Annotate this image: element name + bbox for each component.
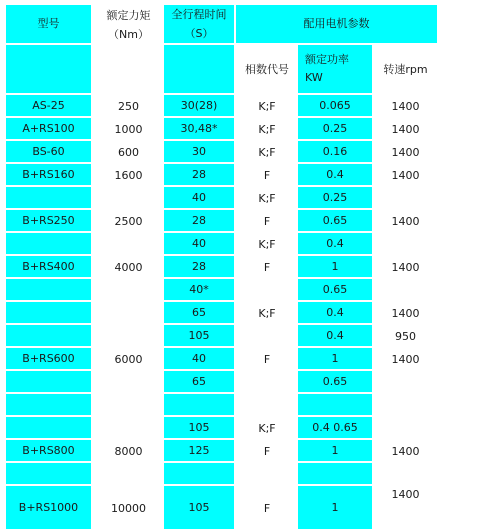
- cell-model: [6, 302, 93, 325]
- cell-time: [164, 463, 236, 486]
- table-row: [6, 348, 437, 371]
- table-row: [6, 302, 437, 325]
- cell-torque: 1000: [114, 122, 143, 136]
- cell-power: [298, 463, 374, 486]
- cell-speed: [374, 371, 437, 394]
- cell-time: 40*: [164, 279, 236, 302]
- cell-time: 65: [164, 302, 236, 325]
- cell-phase: K;F: [258, 237, 276, 251]
- cell-model: [6, 417, 93, 440]
- cell-time: 30: [164, 141, 236, 164]
- table-row: [6, 210, 437, 233]
- cell-time: [164, 394, 236, 417]
- cell-phase: F: [263, 168, 271, 182]
- cell-torque: [93, 279, 164, 302]
- cell-torque: [93, 233, 164, 256]
- cell-time: 28: [164, 256, 236, 279]
- cell-phase: [236, 394, 298, 417]
- spec-table: [6, 5, 437, 531]
- cell-model: [6, 233, 93, 256]
- cell-phase: K;F: [258, 122, 276, 136]
- table-row: [6, 141, 437, 164]
- header-row-1: [6, 5, 437, 45]
- cell-torque: 1600: [114, 168, 143, 182]
- cell-power: 0.65: [298, 371, 374, 394]
- cell-speed: 1400: [391, 99, 420, 113]
- cell-phase: K;F: [258, 145, 276, 159]
- cell-phase: [236, 463, 298, 486]
- table-row: [6, 463, 437, 486]
- cell-phase: [236, 325, 298, 348]
- cell-phase: [236, 279, 298, 302]
- cell-torque: 600: [118, 145, 139, 159]
- cell-speed: 1400: [391, 352, 420, 366]
- cell-model: [6, 371, 93, 394]
- cell-torque: [93, 463, 164, 486]
- cell-power: 0.65: [298, 210, 374, 233]
- cell-time: 105: [164, 325, 236, 348]
- cell-time: 28: [164, 164, 236, 187]
- table-row: [6, 486, 437, 531]
- cell-time: 40: [164, 348, 236, 371]
- cell-phase: F: [263, 260, 271, 274]
- cell-torque: 10000: [111, 501, 146, 515]
- header-model-empty: [6, 45, 93, 95]
- cell-power: 1: [298, 486, 374, 531]
- cell-model: [6, 325, 93, 348]
- cell-model: [6, 394, 93, 417]
- cell-speed: [374, 463, 437, 486]
- header-phase: 相数代号: [245, 63, 289, 76]
- cell-speed: [374, 417, 437, 440]
- cell-time: 40: [164, 187, 236, 210]
- cell-phase: K;F: [258, 99, 276, 113]
- cell-speed: [374, 394, 437, 417]
- cell-speed: 950: [395, 329, 416, 343]
- table-row: [6, 187, 437, 210]
- table-row: [6, 233, 437, 256]
- cell-power: [298, 394, 374, 417]
- table-row: [6, 394, 437, 417]
- header-motor: 配用电机参数: [236, 5, 437, 45]
- cell-speed: [374, 187, 437, 210]
- cell-power: 0.4: [298, 302, 374, 325]
- cell-power: 0.4: [298, 233, 374, 256]
- cell-model: BS-60: [6, 141, 93, 164]
- table-row: [6, 256, 437, 279]
- table-row: [6, 279, 437, 302]
- cell-torque: [93, 302, 164, 325]
- table-row: [6, 440, 437, 463]
- table-row: [6, 371, 437, 394]
- cell-time: 30,48*: [164, 118, 236, 141]
- cell-torque: [93, 394, 164, 417]
- cell-speed: 1400: [391, 488, 420, 501]
- cell-power: 1: [298, 348, 374, 371]
- cell-phase: F: [263, 444, 271, 458]
- header-power: 额定功率KW: [298, 45, 374, 95]
- cell-time: 65: [164, 371, 236, 394]
- cell-phase: [236, 371, 298, 394]
- cell-model: AS-25: [6, 95, 93, 118]
- cell-phase: K;F: [258, 191, 276, 205]
- cell-torque: 250: [118, 99, 139, 113]
- header-row-2: [6, 45, 437, 95]
- cell-model: A+RS100: [6, 118, 93, 141]
- cell-phase: K;F: [258, 306, 276, 320]
- cell-speed: 1400: [391, 306, 420, 320]
- cell-torque: [93, 371, 164, 394]
- cell-torque: 2500: [114, 214, 143, 228]
- cell-speed: 1400: [391, 122, 420, 136]
- cell-model: [6, 279, 93, 302]
- header-model: 型号: [6, 5, 93, 45]
- header-stroke-time: 全行程时间（S）: [164, 5, 236, 45]
- cell-model: B+RS400: [6, 256, 93, 279]
- cell-power: 0.4: [298, 325, 374, 348]
- cell-power: 0.4 0.65: [298, 417, 374, 440]
- cell-torque: [93, 417, 164, 440]
- cell-speed: 1400: [391, 444, 420, 458]
- cell-model: B+RS1000: [6, 486, 93, 531]
- cell-model: [6, 463, 93, 486]
- cell-power: 1: [298, 440, 374, 463]
- cell-power: 0.65: [298, 279, 374, 302]
- cell-power: 0.4: [298, 164, 374, 187]
- cell-model: [6, 187, 93, 210]
- cell-model: B+RS160: [6, 164, 93, 187]
- cell-torque: [93, 187, 164, 210]
- cell-speed: [374, 279, 437, 302]
- cell-model: B+RS600: [6, 348, 93, 371]
- cell-phase: K;F: [258, 421, 276, 435]
- cell-speed: 1400: [391, 260, 420, 274]
- cell-speed: 1400: [391, 214, 420, 228]
- cell-power: 1: [298, 256, 374, 279]
- cell-phase: F: [263, 501, 271, 515]
- cell-model: B+RS800: [6, 440, 93, 463]
- cell-time: 40: [164, 233, 236, 256]
- header-speed: 转速rpm: [383, 63, 428, 76]
- header-torque: 额定力矩（Nm）: [106, 9, 151, 41]
- cell-power: 0.25: [298, 118, 374, 141]
- cell-model: B+RS250: [6, 210, 93, 233]
- cell-torque: 6000: [114, 352, 143, 366]
- cell-power: 0.16: [298, 141, 374, 164]
- cell-torque: 8000: [114, 444, 143, 458]
- cell-torque: 4000: [114, 260, 143, 274]
- cell-power: 0.065: [298, 95, 374, 118]
- header-time-empty: [164, 45, 236, 95]
- table-row: [6, 164, 437, 187]
- cell-time: 30(28): [164, 95, 236, 118]
- cell-speed: 1400: [391, 168, 420, 182]
- cell-time: 28: [164, 210, 236, 233]
- cell-time: 105: [164, 486, 236, 531]
- cell-phase: F: [263, 214, 271, 228]
- cell-speed: 1400: [391, 145, 420, 159]
- cell-torque: [93, 325, 164, 348]
- table-row: [6, 118, 437, 141]
- cell-power: 0.25: [298, 187, 374, 210]
- table-row: [6, 325, 437, 348]
- cell-time: 125: [164, 440, 236, 463]
- cell-time: 105: [164, 417, 236, 440]
- table-row: [6, 417, 437, 440]
- cell-phase: F: [263, 352, 271, 366]
- header-torque-empty: [93, 45, 164, 95]
- cell-speed: [374, 233, 437, 256]
- table-row: [6, 95, 437, 118]
